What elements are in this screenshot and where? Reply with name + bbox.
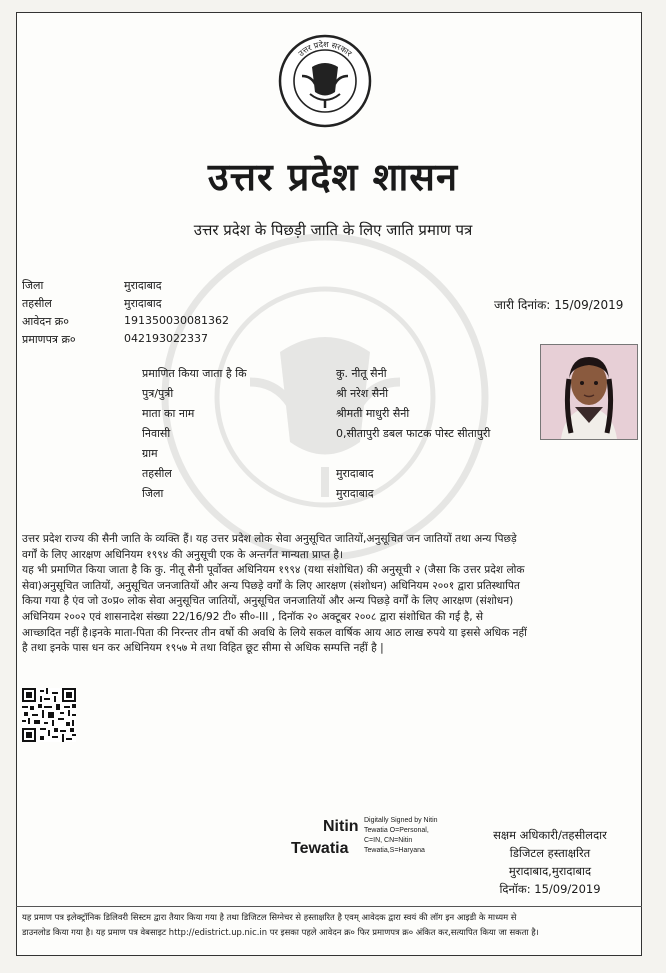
- meta-label: प्रमाणपत्र क्र०: [22, 333, 76, 346]
- signature-line: Digitally Signed by Nitin: [364, 817, 438, 824]
- detail-label: तहसील: [142, 467, 172, 480]
- body-line: है तथा इनके पास धन कर अधिनियम १९५७ मे तथा विहित छूट सीमा से अधिक सम्पत्ति नहीं है |: [22, 642, 384, 655]
- signer-first-name: Nitin: [323, 818, 359, 835]
- certificate-title: उत्तर प्रदेश के पिछड़ी जाति के लिए जाति प्रमाण पत्र: [193, 221, 473, 239]
- signature-line: C=IN, CN=Nitin: [364, 837, 413, 844]
- applicant-name: कु. नीतू सैनी: [336, 367, 387, 380]
- detail-label: माता का नाम: [142, 407, 195, 420]
- meta-value: मुरादाबाद: [124, 297, 162, 310]
- signature-line: Tewatia,S=Haryana: [364, 847, 425, 854]
- officer-place: मुरादाबाद,मुरादाबाद: [508, 864, 592, 878]
- detail-label: जिला: [142, 487, 164, 500]
- emblem-text: उत्तर प्रदेश सरकार: [296, 39, 354, 59]
- meta-value: मुरादाबाद: [124, 279, 162, 292]
- qr-code-icon: [22, 688, 76, 742]
- detail-label: ग्राम: [142, 447, 158, 460]
- signature-line: Tewatia O=Personal,: [364, 827, 429, 834]
- meta-label: जिला: [22, 279, 44, 292]
- up-govt-emblem-icon: [278, 34, 372, 128]
- meta-label: तहसील: [22, 297, 52, 310]
- certificate-body: [22, 532, 636, 657]
- issue-date-label: जारी दिनांक:: [494, 298, 551, 312]
- footer-line: डाउनलोड किया गया है। यह प्रमाण पत्र वेबसाइट http://edistrict.up.nic.in पर इसका पहले आवेदन क्र० फिर प्रमाणपत्र क्र० अंकित कर,सत्यापित किया जा सकता है।: [22, 927, 539, 937]
- officer-block: [470, 826, 630, 898]
- footer-divider: [16, 906, 642, 907]
- body-line: आच्छादित नहीं है।इनके माता-पिता की निरन्तर तीन वर्षो की अवधि के लिये सकल वार्षिक आय आठ लाख रुपये या इससे अधिक नहीं: [22, 626, 527, 639]
- resident-address: 0,सीतापुरी डबल फाटक पोस्ट सीतापुरी: [336, 427, 491, 440]
- signer-last-name: Tewatia: [291, 840, 349, 857]
- certificate-number: 042193022337: [124, 332, 208, 345]
- watermark-emblem-icon: [160, 232, 490, 562]
- officer-date-value: 15/09/2019: [534, 882, 601, 896]
- officer-date-label: दिनॉक:: [499, 882, 531, 896]
- body-line: उत्तर प्रदेश राज्य की सैनी जाति के व्यक्ति हैं। यह उत्तर प्रदेश लोक सेवा अनुसूचित जातियों,अनुसूचित जन जातियों तथा अन्य पिछड़े: [22, 533, 517, 545]
- body-line: अधिनियम २००२ एवं शासनादेश संख्या 22/16/92 टी० सी०-III , दिनॉक २० अक्टूबर २००८ द्वारा संशोधित की गई है, से: [22, 610, 484, 623]
- applicant-photo: [540, 344, 638, 440]
- footer-line: यह प्रमाण पत्र इलेक्ट्रॉनिक डिलिवरी सिस्टम द्वारा तैयार किया गया है तथा डिजिटल सिग्नेचर से हस्ताक्षरित है एवम् आवेदक द्वारा स्वयं की लॉग इन आइडी के माध्यम से: [22, 912, 517, 922]
- application-number: 191350030081362: [124, 314, 229, 327]
- father-name: श्री नरेश सैनी: [336, 387, 389, 400]
- footer-note: [22, 910, 636, 940]
- officer-signed: डिजिटल हस्ताक्षरित: [509, 846, 591, 860]
- person-photo-icon: [541, 345, 637, 439]
- tehsil-value: मुरादाबाद: [336, 467, 374, 480]
- government-title: उत्तर प्रदेश शासन: [207, 154, 459, 199]
- issue-date: [494, 296, 623, 313]
- signature-details: [364, 816, 438, 856]
- meta-label: आवेदन क्र०: [22, 315, 69, 328]
- officer-designation: सक्षम अधिकारी/तहसीलदार: [493, 828, 607, 842]
- officer-date: [470, 880, 630, 898]
- detail-label: निवासी: [142, 427, 171, 440]
- detail-label: पुत्र/पुत्री: [142, 387, 174, 400]
- body-line: यह भी प्रमाणित किया जाता है कि कु. नीतू सैनी पूर्वोक्त अधिनियम १९९४ (यथा संशोधित) की अनुसूची २ (जैसा कि उत्तर प्रदेश लोक: [22, 564, 525, 577]
- district-value: मुरादाबाद: [336, 487, 374, 500]
- body-line: किया गया है एंव जो उ०प्र० लोक सेवा अनुसूचित जातियों, अनुसूचित जनजातियों और अन्य पिछड़े वर्गों के लिए आरक्षण (संशोधन): [22, 595, 514, 608]
- issue-date-value: 15/09/2019: [554, 298, 624, 312]
- detail-label: प्रमाणित किया जाता है कि: [142, 367, 247, 380]
- body-line: वर्गों के लिए आरक्षण अधिनियम १९९४ की अनुसूची एक के अन्तर्गत मान्यता प्राप्त है।: [22, 548, 344, 561]
- body-line: सेवा)अनुसूचित जातियों, अनुसूचित जनजातियों और अन्य पिछड़े वर्गों के लिए आरक्षण (संशोधन) अधिनियम २००१ द्वारा प्रतिस्थापित: [22, 579, 520, 592]
- mother-name: श्रीमती माधुरी सैनी: [336, 407, 410, 420]
